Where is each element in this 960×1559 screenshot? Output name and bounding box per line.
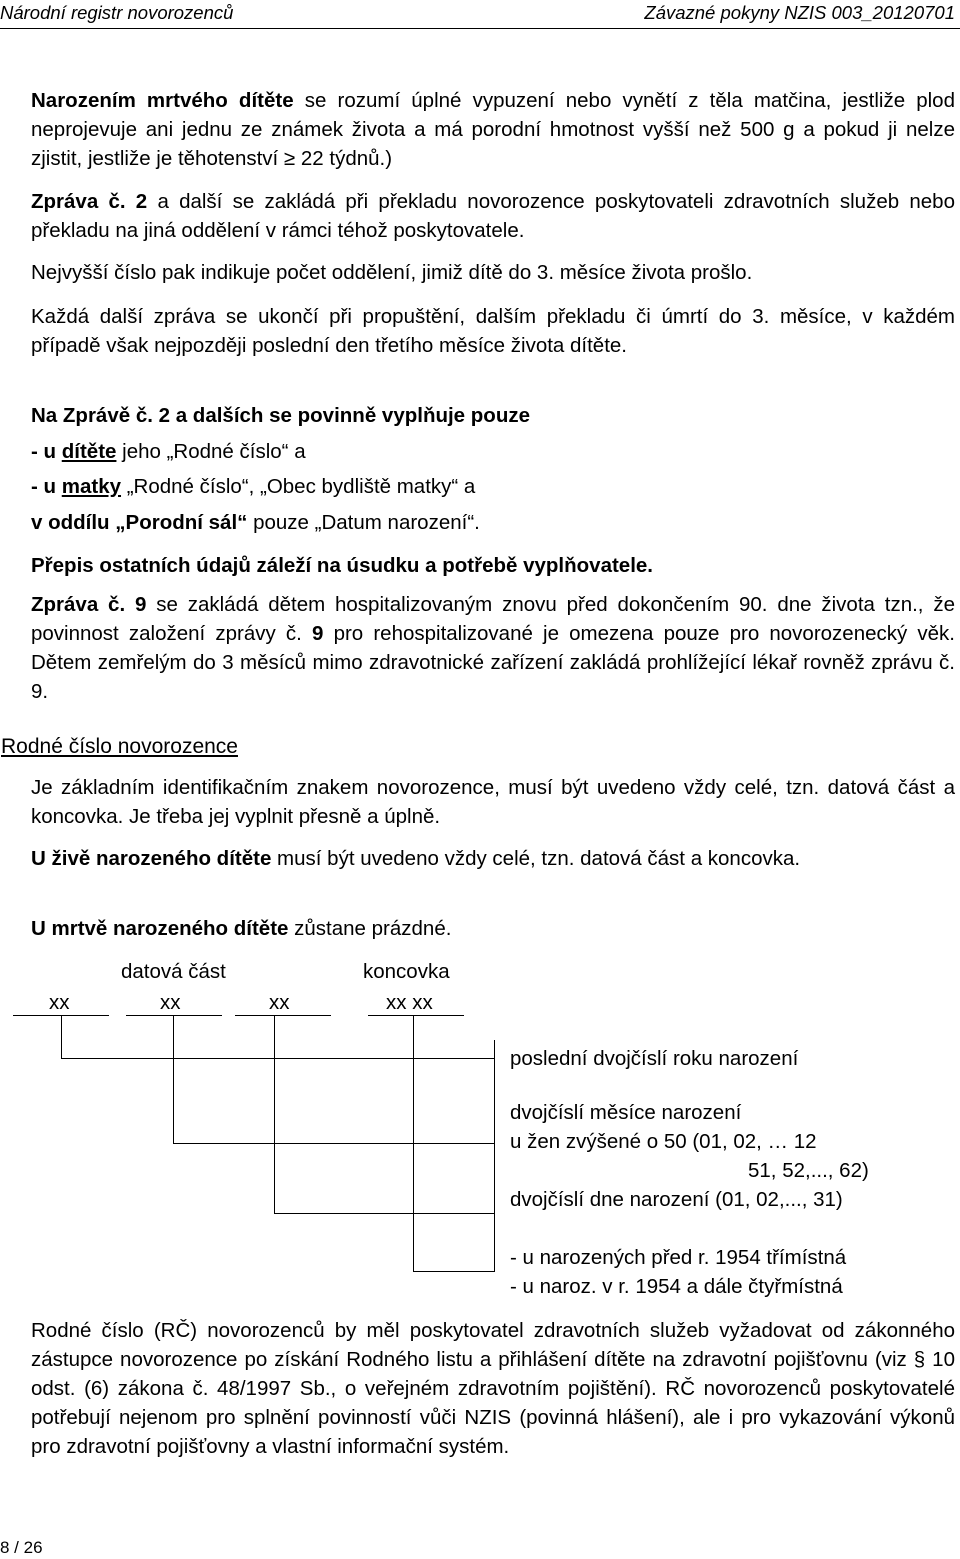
item-prefix: - u <box>31 440 62 463</box>
header-left: Národní registr novorozenců <box>0 2 234 23</box>
paragraph-rc-request: Rodné číslo (RČ) novorozenců by měl poskytovatel zdravotních služeb vyžadovat od zákonného zástupce novorozence po získání Rodného listu a přihlášení dítěte na zdravotní pojišťovnu (viz § 10 odst. (6) zákona č. 48/1997 Sb., o veřejném zdravotním pojištění). RČ novorozenců poskytovatelé potřebují nejenom pro splnění povinností vůči NZIS (povinná hlášení), ale i pro vykazování výkonů pro zdravotní pojišťovny a vlastní informační systém. <box>31 1319 955 1458</box>
paragraph-text-2: pro rehospitalizované je omezena pouze pro novorozenecký věk. <box>323 622 955 645</box>
connector-month-horizontal <box>173 1143 495 1144</box>
connector-year-horizontal <box>61 1058 495 1059</box>
stillbirth-text: zůstane prázdné. <box>288 917 452 940</box>
paragraph-delivery-room <box>31 508 955 537</box>
header-divider <box>0 28 960 29</box>
connector-suffix-vertical <box>413 1016 414 1272</box>
paragraph-required-fields <box>31 401 955 430</box>
label-suffix: koncovka <box>363 960 450 983</box>
delivery-room-label: v oddílu „Porodní sál“ <box>31 511 248 534</box>
annotation-year: poslední dvojčíslí roku narození <box>510 1047 799 1070</box>
report-number: 9 <box>125 593 147 616</box>
header-right: Závazné pokyny NZIS 003_20120701 <box>644 2 955 23</box>
child-field-text: jeho „Rodné číslo“ a <box>116 440 306 463</box>
section-title-text: Rodné číslo novorozence <box>1 735 238 758</box>
paragraph-live-birth <box>31 844 955 873</box>
bracket-vertical <box>494 1040 495 1272</box>
mother-field-text: „Rodné číslo“, „Obec bydliště matky“ a <box>121 475 476 498</box>
paragraph-text: a další se zakládá při překladu novorozence poskytovateli zdravotních služeb nebo překladu na jiná oddělení v rámci téhož poskytovatele. <box>31 190 955 242</box>
connector-month-vertical <box>173 1016 174 1144</box>
term-stillbirth: Narozením mrtvého dítěte <box>31 89 294 112</box>
connector-suffix-horizontal <box>413 1271 495 1272</box>
group-day: xx <box>269 991 290 1014</box>
report-number-2: 9 <box>312 622 324 645</box>
annotation-suffix-after: - u naroz. v r. 1954 a dále čtyřmístná <box>510 1275 843 1298</box>
required-fields-heading: Na Zprávě č. 2 a dalších se povinně vyplňuje pouze <box>31 404 530 427</box>
connector-day-vertical <box>274 1016 275 1214</box>
paragraph-report-2 <box>31 187 955 245</box>
report-label: Zpráva č. <box>31 190 126 213</box>
underline-suffix <box>368 1015 464 1016</box>
connector-year-vertical <box>61 1016 62 1059</box>
paragraph-text-tail: 22 týdnů.) <box>295 147 393 170</box>
paragraph-identifier: Je základním identifikačním znakem novorozence, musí být uvedeno vždy celé, tzn. datová část a koncovka. Je třeba jej vyplnit přesně a úplně. <box>31 776 955 828</box>
group-month: xx <box>160 991 181 1014</box>
paragraph-text: se zakládá dětem hospitalizovaným znovu před dokončením 90. dne života tzn., že povinnost založení zprávy č. <box>31 593 955 645</box>
mother-word: matky <box>61 475 122 498</box>
paragraph-child-field <box>31 437 955 466</box>
annotation-month: dvojčíslí měsíce narození <box>510 1101 742 1124</box>
paragraph-text: se rozumí úplné vypuzení nebo vynětí z těla matčina, jestliže plod neprojevuje ani jednu ze známek života a má porodní hmotnost vyšší než 500 g a pokud ji nelze zjistit, jestliže je těhotenství <box>31 89 955 170</box>
paragraph-other-data <box>31 551 955 580</box>
other-data-text: Přepis ostatních údajů záleží na úsudku a potřebě vyplňovatele. <box>31 554 653 577</box>
item-prefix: - u <box>31 475 62 498</box>
section-title <box>1 732 238 761</box>
report-label: Zpráva č. <box>31 593 126 616</box>
paragraph-stillbirth <box>31 914 955 943</box>
paragraph-report-9 <box>31 590 955 706</box>
paragraph-mother-field <box>31 472 955 501</box>
greater-equal-symbol: ≥ <box>283 147 296 170</box>
annotation-month-range: 51, 52,..., 62) <box>748 1159 869 1182</box>
annotation-day: dvojčíslí dne narození (01, 02,..., 31) <box>510 1188 843 1211</box>
report-number: 2 <box>125 190 148 213</box>
group-year: xx <box>49 991 70 1014</box>
paragraph-highest-number: Nejvyšší číslo pak indikuje počet oddělení, jimiž dítě do 3. měsíce života prošlo. <box>31 261 753 284</box>
connector-day-horizontal <box>274 1213 495 1214</box>
paragraph-stillbirth-definition <box>31 86 955 173</box>
group-suffix: xx xx <box>386 991 433 1014</box>
underline-day <box>235 1015 331 1016</box>
label-data-part: datová část <box>121 960 226 983</box>
stillbirth-label: U mrtvě narozeného dítěte <box>31 917 289 940</box>
live-birth-label: U živě narozeného dítěte <box>31 847 272 870</box>
paragraph-report-end: Každá další zpráva se ukončí při propuštění, dalším překladu či úmrtí do 3. měsíce, v každém případě však nejpozději poslední den třetího měsíce života dítěte. <box>31 305 955 357</box>
paragraph-text-3: Dětem zemřelým do 3 měsíců mimo zdravotnické zařízení zakládá prohlížející lékař rovněž zprávu č. 9. <box>31 651 955 703</box>
annotation-month-women: u žen zvýšené o 50 (01, 02, … 12 <box>510 1130 817 1153</box>
live-birth-text: musí být uvedeno vždy celé, tzn. datová část a koncovka. <box>271 847 801 870</box>
delivery-room-text: pouze „Datum narození“. <box>247 511 480 534</box>
annotation-suffix-before: - u narozených před r. 1954 třímístná <box>510 1246 847 1269</box>
child-word: dítěte <box>61 440 117 463</box>
page-number: 8 / 26 <box>0 1538 43 1557</box>
